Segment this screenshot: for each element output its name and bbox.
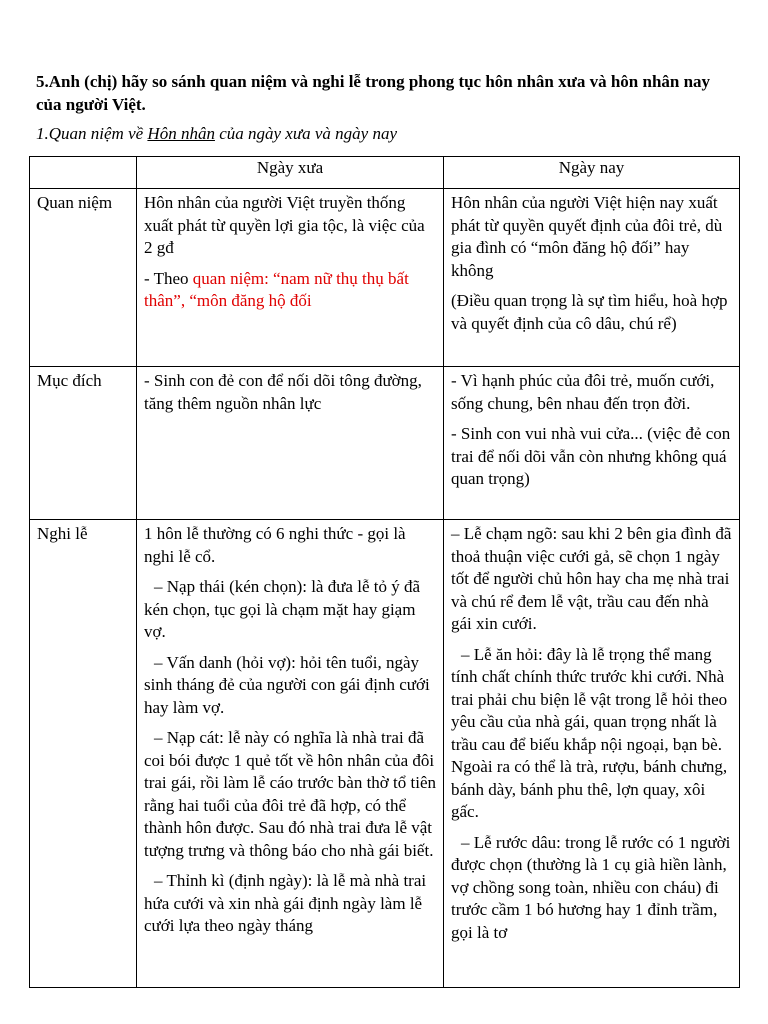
- row-label-muc-dich: Mục đích: [30, 367, 137, 520]
- header-ngay-xua: Ngày xưa: [137, 157, 444, 189]
- list-item: – Lễ chạm ngõ: sau khi 2 bên gia đình đã thoả thuận việc cưới gả, sẽ chọn 1 ngày tốt để người chủ hôn hay cha mẹ nhà trai và chú rể đem lễ vật, trầu cau đến nhà gái xin cưới.: [451, 524, 732, 633]
- paragraph: - Sinh con vui nhà vui cửa... (việc đẻ con trai để nối dõi vẫn còn nhưng không quá quan trọng): [451, 424, 731, 488]
- subheading-underlined: Hôn nhân: [147, 124, 215, 143]
- paragraph: (Điều quan trọng là sự tìm hiểu, hoà hợp và quyết định của cô dâu, chú rể): [451, 291, 728, 333]
- cell-quan-niem-xua: [137, 189, 444, 367]
- highlighted-text: quan niệm: “nam nữ thụ thụ bất thân”, “môn đăng hộ đối: [144, 268, 409, 310]
- list-item: – Lễ ăn hỏi: đây là lễ trọng thể mang tính chất chính thức trước khi cưới. Nhà trai phải chu biện lễ vật trong lễ hỏi theo yêu cầu của nhà gái, quan trọng nhất là trầu cau để biếu khắp nội ngoại, bạn bè. Ngoài ra có thể là trà, rượu, bánh chưng, bánh dày, bánh phu thê, lợn quay, xôi gấc.: [451, 644, 728, 821]
- list-item: – Nạp cát: lễ này có nghĩa là nhà trai đã coi bói được 1 quẻ tốt về hôn nhân của đôi trai gái, rồi làm lễ cáo trước bàn thờ tổ tiên rằng hai tuổi của đôi trẻ đã hợp, có thể thành hôn được. Sau đó nhà trai đưa lễ vật tượng trưng và thông báo cho nhà gái biết.: [144, 728, 437, 860]
- subheading-suffix: của ngày xưa và ngày nay: [214, 124, 397, 143]
- question-heading: 5.Anh (chị) hãy so sánh quan niệm và nghi lễ trong phong tục hôn nhân xưa và hôn nhân nay của người Việt.: [36, 72, 711, 114]
- table-header-row: [30, 157, 740, 189]
- row-label-quan-niem: Quan niệm: [30, 189, 137, 367]
- table-row-muc-dich: [30, 367, 740, 520]
- paragraph: Hôn nhân của người Việt hiện nay xuất phát từ quyền quyết định của đôi trẻ, dù gia đình có “môn đăng hộ đối” hay không: [451, 193, 723, 280]
- header-ngay-nay: Ngày nay: [444, 157, 740, 189]
- table-row-nghi-le: [30, 520, 740, 988]
- comparison-table: [29, 156, 740, 988]
- section-subheading: [36, 123, 397, 145]
- paragraph: - Sinh con đẻ con để nối dõi tông đường, tăng thêm nguồn nhân lực: [144, 371, 422, 413]
- cell-nghi-le-nay: [444, 520, 740, 988]
- cell-quan-niem-nay: [444, 189, 740, 367]
- paragraph: Hôn nhân của người Việt truyền thống xuất phát từ quyền lợi gia tộc, là việc của 2 gđ: [144, 193, 425, 257]
- paragraph-with-highlight: [144, 268, 437, 313]
- cell-muc-dich-nay: [444, 367, 740, 520]
- list-item: – Nạp thái (kén chọn): là đưa lễ tỏ ý đã kén chọn, tục gọi là chạm mặt hay giạm vợ.: [144, 577, 421, 641]
- text-prefix: - Theo: [144, 268, 193, 288]
- list-item: – Lễ rước dâu: trong lễ rước có 1 người được chọn (thường là 1 cụ già hiền lành, vợ chồng song toàn, nhiều con cháu) đi trước cầm 1 bó hương hay 1 đỉnh trầm, gọi là tơ: [451, 832, 731, 942]
- paragraph: - Vì hạnh phúc của đôi trẻ, muốn cưới, sống chung, bên nhau đến trọn đời.: [451, 371, 715, 413]
- cell-muc-dich-xua: [137, 367, 444, 520]
- subheading-prefix: 1.Quan niệm về: [36, 124, 148, 143]
- list-item: – Thỉnh kì (định ngày): là lễ mà nhà trai hứa cưới và xin nhà gái định ngày làm lễ cưới lựa theo ngày tháng: [144, 871, 427, 935]
- row-label-nghi-le: Nghi lễ: [30, 520, 137, 988]
- header-empty-cell: [30, 157, 137, 189]
- paragraph: 1 hôn lễ thường có 6 nghi thức - gọi là nghi lễ cổ.: [144, 524, 406, 566]
- cell-nghi-le-xua: [137, 520, 444, 988]
- table-row-quan-niem: [30, 189, 740, 367]
- list-item: – Vấn danh (hỏi vợ): hỏi tên tuổi, ngày sinh tháng đẻ của người con gái định cưới hay làm vợ.: [144, 652, 430, 717]
